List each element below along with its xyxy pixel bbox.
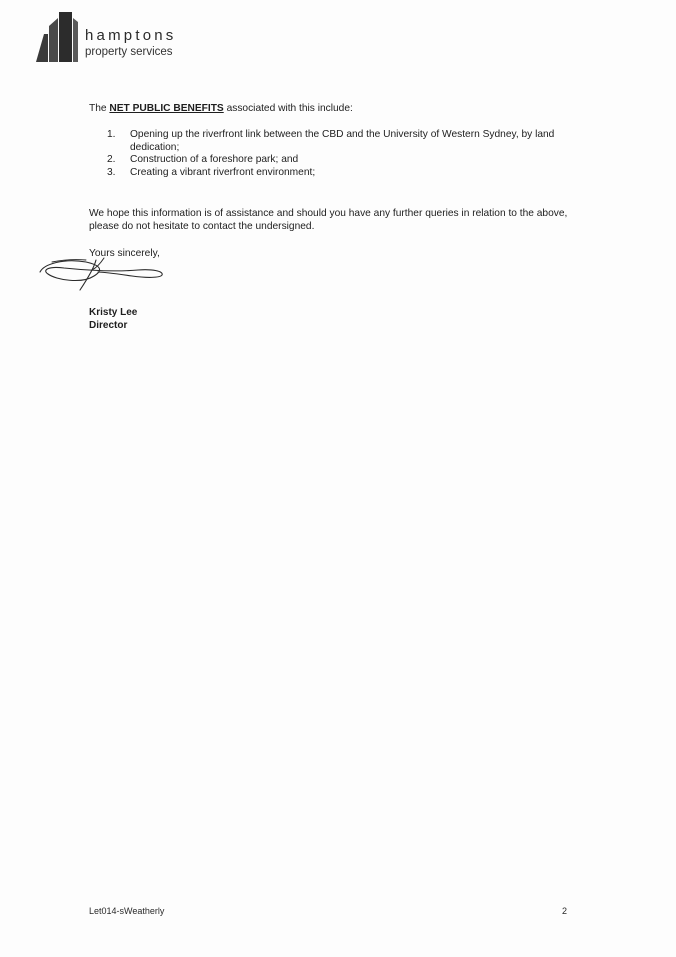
list-item [107, 167, 587, 180]
company-tagline: property services [85, 46, 173, 58]
signatory-block [89, 307, 137, 332]
list-item-number: 3. [107, 166, 116, 178]
handwritten-signature [34, 250, 174, 298]
footer-reference: Let014-sWeatherly [89, 906, 165, 916]
signatory-name: Kristy Lee [89, 307, 138, 318]
list-item-text: Creating a vibrant riverfront environment; [130, 166, 316, 178]
footer-page-number: 2 [562, 906, 568, 916]
intro-before: The [89, 103, 110, 114]
building-logo-icon [36, 12, 80, 64]
signatory-title: Director [89, 319, 128, 331]
intro-emphasis: NET PUBLIC BENEFITS [109, 103, 224, 114]
signoff-text: Yours sincerely, [89, 248, 160, 259]
company-name: hamptons [85, 27, 177, 44]
list-item [107, 154, 587, 167]
list-item-text: Construction of a foreshore park; and [130, 154, 299, 165]
intro-after: associated with this include: [223, 103, 353, 114]
list-item-number: 2. [107, 154, 116, 165]
company-logo [36, 12, 186, 68]
closing-paragraph: We hope this information is of assistance and should you have any further queries in relation to the above, please do not hesitate to contact the undersigned. [89, 208, 568, 232]
list-item-text: Opening up the riverfront link between the CBD and the University of Western Sydney, by land dedication; [130, 129, 555, 153]
list-item-number: 1. [107, 129, 116, 140]
intro-paragraph [89, 103, 589, 116]
list-item [107, 129, 587, 154]
benefits-list [107, 129, 587, 179]
